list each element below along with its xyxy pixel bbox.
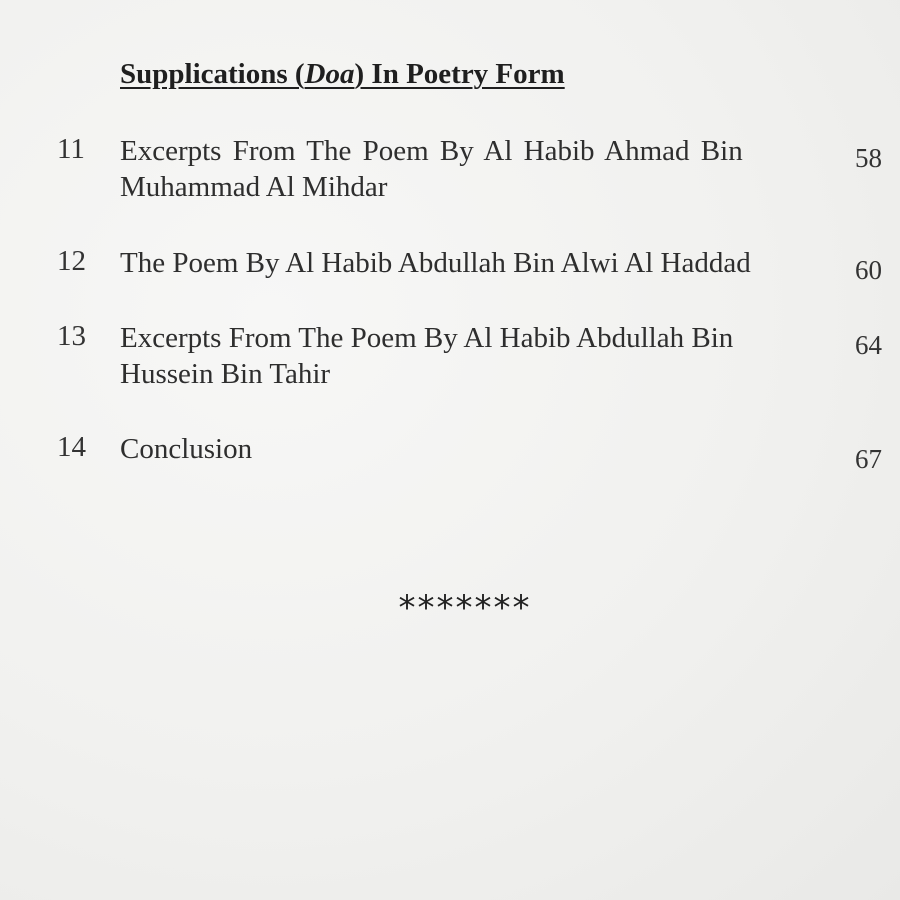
toc-entry-title-line-2: Muhammad Al Mihdar (120, 171, 388, 203)
toc-entry-page: 60 (855, 255, 882, 285)
toc-entry-number: 11 (57, 133, 85, 165)
toc-entry-title (120, 431, 836, 467)
toc-entry-number: 14 (57, 431, 86, 463)
toc-entry-title-line-1: Excerpts From The Poem By Al Habib Ahmad Bin (120, 135, 743, 167)
toc-entry-title-line-1: Excerpts From The Poem By Al Habib Abdullah Bin (120, 322, 734, 354)
toc-entry-number: 13 (57, 320, 86, 352)
section-heading (120, 58, 565, 91)
asterisk-divider: ******* (398, 588, 532, 628)
toc-entry-title-line-2: Hussein Bin Tahir (120, 358, 331, 390)
section-heading-part-2: ) In Poetry Form (354, 58, 565, 90)
toc-entry-page: 64 (855, 330, 882, 360)
toc-entry-page: 67 (855, 444, 882, 474)
section-heading-italic: Doa (304, 58, 355, 90)
toc-entry-title (120, 133, 836, 205)
toc-entry-title-line-1: Conclusion (120, 433, 253, 465)
toc-entry-title-line-1: The Poem By Al Habib Abdullah Bin Alwi Al Haddad (120, 247, 751, 279)
toc-entry-page: 58 (855, 143, 882, 173)
toc-entry-title (120, 320, 836, 392)
section-heading-part-1: Supplications ( (120, 58, 305, 90)
toc-entry-number: 12 (57, 245, 86, 277)
toc-entry-title (120, 245, 836, 281)
